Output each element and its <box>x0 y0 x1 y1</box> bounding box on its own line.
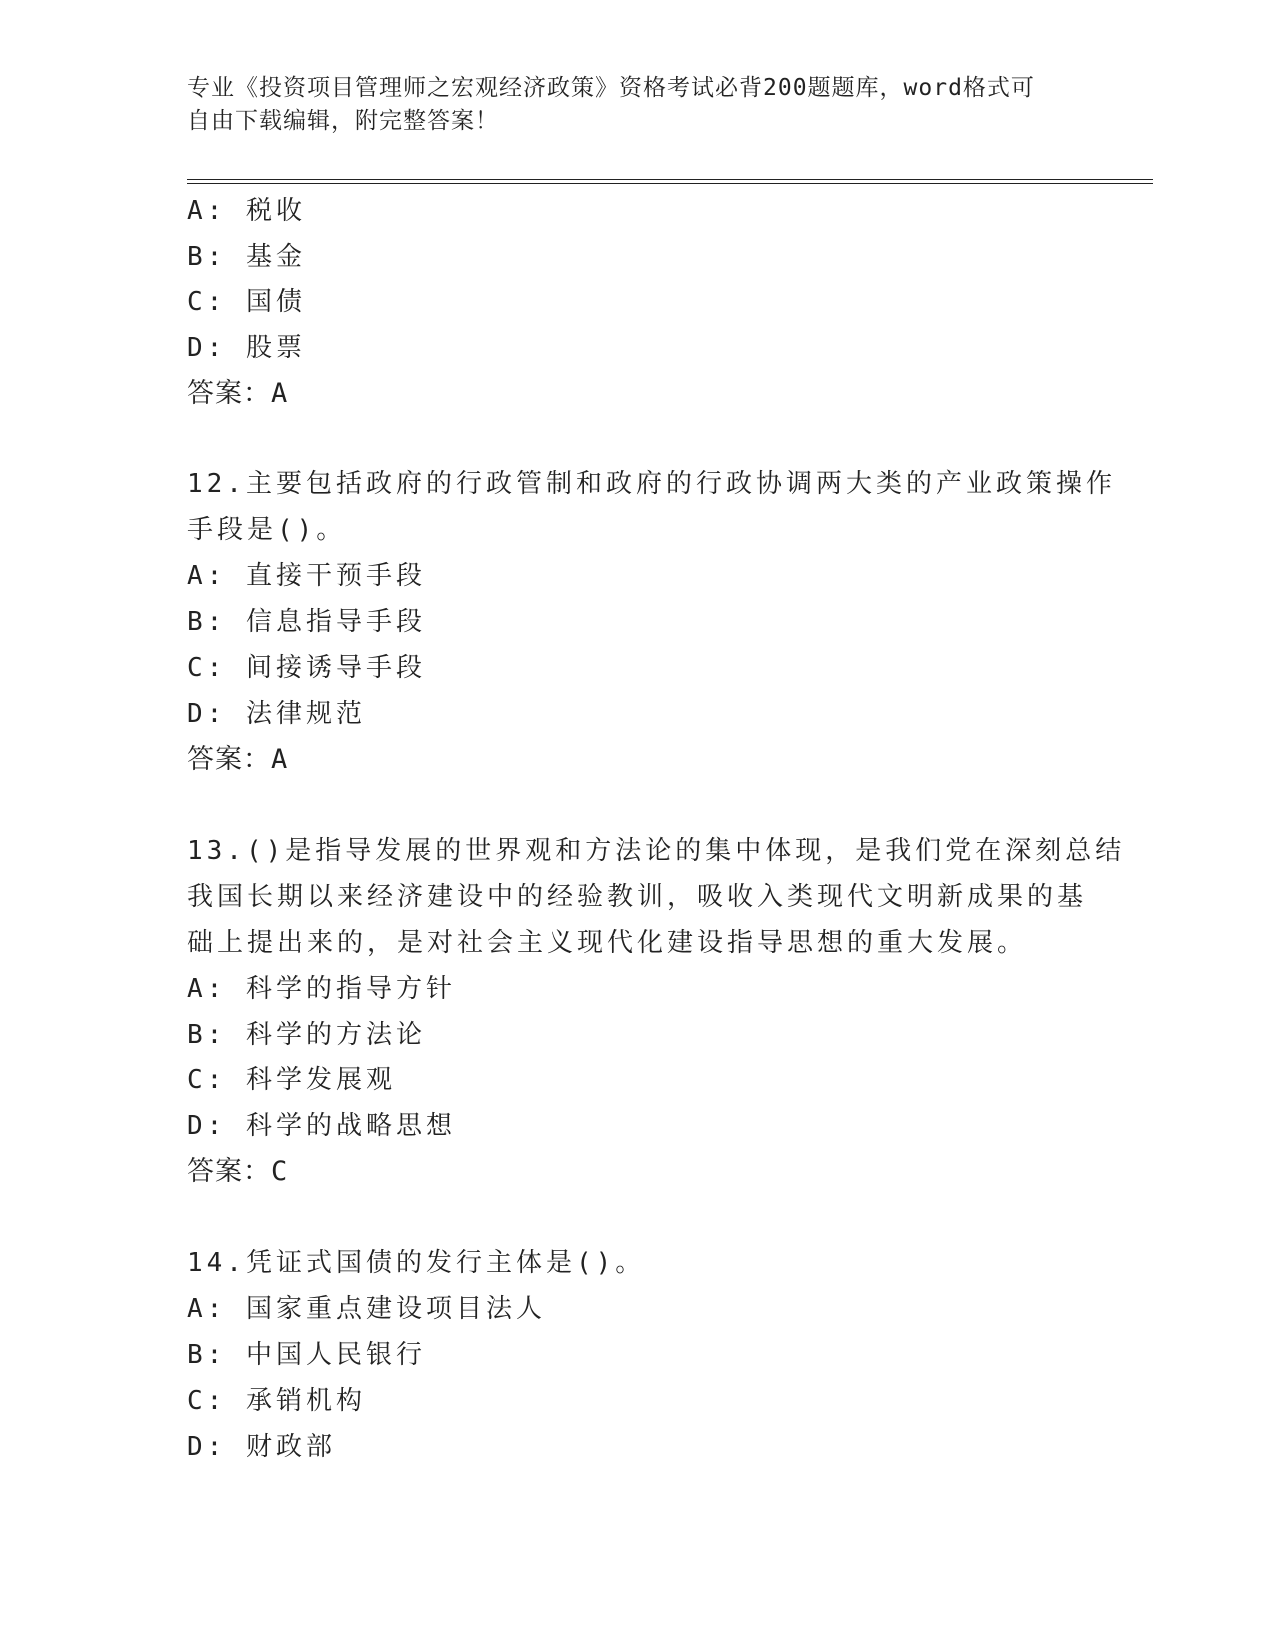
q12-option-a <box>187 559 426 593</box>
answer-value: A <box>271 378 289 409</box>
option-text: 科学发展观 <box>245 1065 396 1095</box>
q11-answer <box>187 377 288 411</box>
option-letter: D: <box>187 1111 227 1141</box>
q11-option-c <box>187 285 306 319</box>
option-text: 信息指导手段 <box>245 607 426 637</box>
option-text: 财政部 <box>245 1432 336 1462</box>
option-letter: D: <box>187 1432 227 1462</box>
q11-option-d <box>187 331 306 365</box>
header-title-line-2: 自由下载编辑，附完整答案！ <box>187 108 499 134</box>
q12-answer <box>187 743 288 777</box>
option-text: 科学的指导方针 <box>245 974 456 1004</box>
option-text: 股票 <box>245 333 306 363</box>
option-text: 科学的方法论 <box>245 1020 426 1050</box>
page-header <box>187 72 1067 138</box>
q12-option-d <box>187 697 366 731</box>
option-text: 法律规范 <box>245 699 366 729</box>
option-letter: A: <box>187 974 227 1004</box>
q13-answer <box>187 1155 288 1189</box>
q14-option-c <box>187 1384 366 1418</box>
header-title-line-1: 专业《投资项目管理师之宏观经济政策》资格考试必背200题题库，word格式可 <box>187 75 1035 101</box>
q11-option-b <box>187 240 306 274</box>
option-letter: D: <box>187 699 227 729</box>
option-text: 国债 <box>245 287 306 317</box>
q13-stem-line-1: 13.()是指导发展的世界观和方法论的集中体现，是我们党在深刻总结 <box>187 836 1126 866</box>
answer-value: A <box>271 744 289 775</box>
option-letter: C: <box>187 653 227 683</box>
option-letter: A: <box>187 196 227 226</box>
header-double-rule <box>187 179 1153 184</box>
q12-option-c <box>187 651 426 685</box>
option-text: 中国人民银行 <box>245 1340 426 1370</box>
answer-value: C <box>271 1156 289 1187</box>
q12-stem-line-2: 手段是()。 <box>187 515 347 545</box>
q13-option-c <box>187 1063 396 1097</box>
option-letter: A: <box>187 1294 227 1324</box>
answer-label: 答案： <box>187 378 271 409</box>
option-text: 国家重点建设项目法人 <box>245 1294 546 1324</box>
option-letter: B: <box>187 607 227 637</box>
option-letter: A: <box>187 561 227 591</box>
option-text: 科学的战略思想 <box>245 1111 456 1141</box>
q14-stem-line-1: 14.凭证式国债的发行主体是()。 <box>187 1248 646 1278</box>
option-text: 基金 <box>245 242 306 272</box>
q13-option-d <box>187 1109 456 1143</box>
option-text: 承销机构 <box>245 1386 366 1416</box>
q14-option-d <box>187 1430 336 1464</box>
option-letter: C: <box>187 287 227 317</box>
option-letter: B: <box>187 242 227 272</box>
option-letter: B: <box>187 1020 227 1050</box>
q13-stem-line-2: 我国长期以来经济建设中的经验教训，吸收入类现代文明新成果的基 <box>187 882 1088 912</box>
option-letter: B: <box>187 1340 227 1370</box>
option-letter: C: <box>187 1386 227 1416</box>
option-letter: C: <box>187 1065 227 1095</box>
answer-label: 答案： <box>187 1156 271 1187</box>
option-letter: D: <box>187 333 227 363</box>
q13-option-a <box>187 972 456 1006</box>
q13-option-b <box>187 1018 426 1052</box>
answer-label: 答案： <box>187 744 271 775</box>
option-text: 直接干预手段 <box>245 561 426 591</box>
option-text: 间接诱导手段 <box>245 653 426 683</box>
q12-stem-line-1: 12.主要包括政府的行政管制和政府的行政协调两大类的产业政策操作 <box>187 469 1116 499</box>
q13-stem-line-3: 础上提出来的，是对社会主义现代化建设指导思想的重大发展。 <box>187 928 1028 958</box>
q14-option-b <box>187 1338 426 1372</box>
q14-option-a <box>187 1292 546 1326</box>
option-text: 税收 <box>245 196 306 226</box>
q12-option-b <box>187 605 426 639</box>
q11-option-a <box>187 194 306 228</box>
